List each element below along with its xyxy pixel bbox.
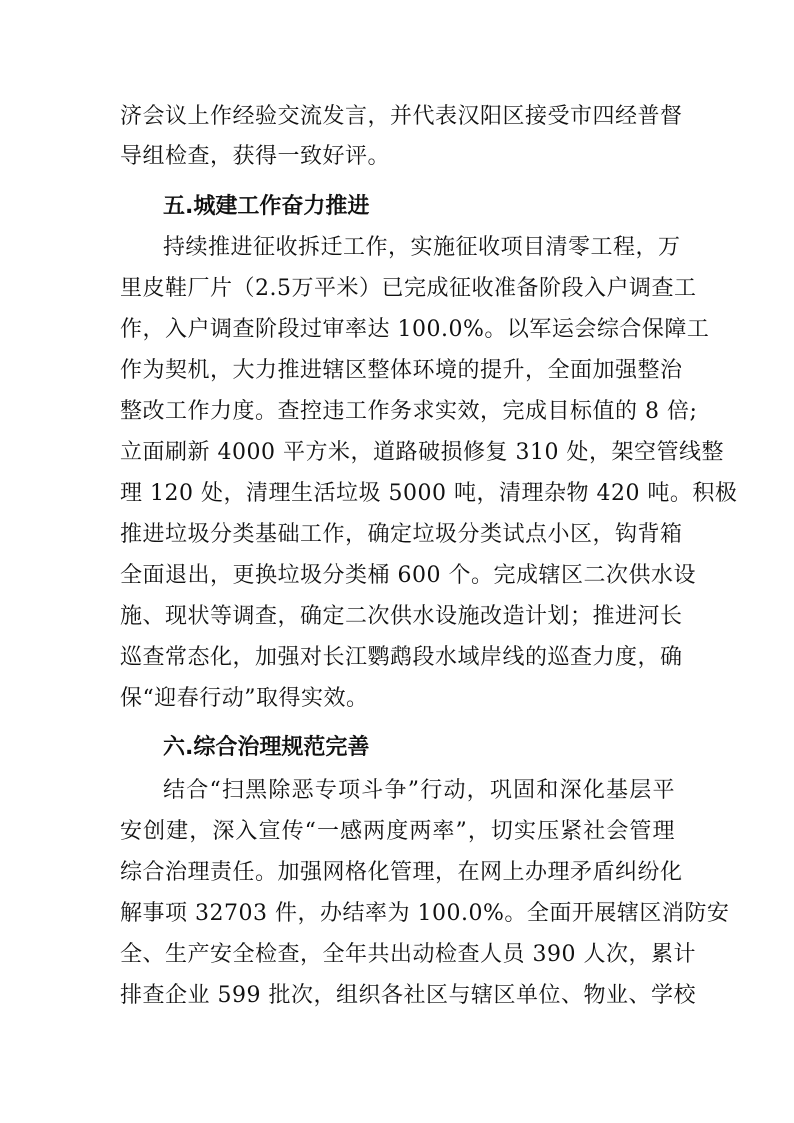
paragraph-line: 巡查常态化，加强对长江鹦鹉段水域岸线的巡查力度，确 (120, 645, 683, 670)
paragraph-line: 保“迎春行动”取得实效。 (120, 686, 369, 711)
paragraph-line: 整改工作力度。查控违工作务求实效，完成目标值的 8 倍; (120, 399, 698, 424)
paragraph-line: 理 120 处，清理生活垃圾 5000 吨，清理杂物 420 吨。积极 (120, 481, 738, 506)
section-heading-6: 六.综合治理规范完善 (163, 735, 370, 760)
paragraph-line: 排查企业 599 批次，组织各社区与辖区单位、物业、学校 (120, 983, 696, 1008)
paragraph-line: 里皮鞋厂片（2.5万平米）已完成征收准备阶段入户调查工 (120, 276, 697, 301)
paragraph-line: 全、生产安全检查，全年共出动检查人员 390 人次，累计 (120, 942, 696, 967)
paragraph-line: 推进垃圾分类基础工作，确定垃圾分类试点小区，钩背箱 (120, 522, 683, 547)
paragraph-line: 持续推进征收拆迁工作，实施征收项目清零工程，万 (163, 235, 681, 260)
section-heading-5: 五.城建工作奋力推进 (163, 194, 370, 219)
paragraph-line: 施、现状等调查，确定二次供水设施改造计划；推进河长 (120, 604, 683, 629)
paragraph-line: 作为契机，大力推进辖区整体环境的提升，全面加强整治 (120, 358, 683, 383)
paragraph-line: 济会议上作经验交流发言，并代表汉阳区接受市四经普督 (120, 104, 683, 129)
paragraph-line: 导组检查，获得一致好评。 (120, 144, 391, 169)
paragraph-line: 安创建，深入宣传“一感两度两率”，切实压紧社会管理 (120, 819, 675, 844)
paragraph-line: 立面刷新 4000 平方米，道路破损修复 310 处，架空管线整 (120, 440, 724, 465)
paragraph-line: 全面退出，更换垃圾分类桶 600 个。完成辖区二次供水设 (120, 563, 696, 588)
paragraph-line: 综合治理责任。加强网格化管理，在网上办理矛盾纠纷化 (120, 860, 683, 885)
paragraph-line: 解事项 32703 件，办结率为 100.0%。全面开展辖区消防安 (120, 901, 730, 926)
paragraph-line: 作，入户调查阶段过审率达 100.0%。以军运会综合保障工 (120, 317, 710, 342)
paragraph-line: 结合“扫黑除恶专项斗争”行动，巩固和深化基层平 (163, 778, 675, 803)
